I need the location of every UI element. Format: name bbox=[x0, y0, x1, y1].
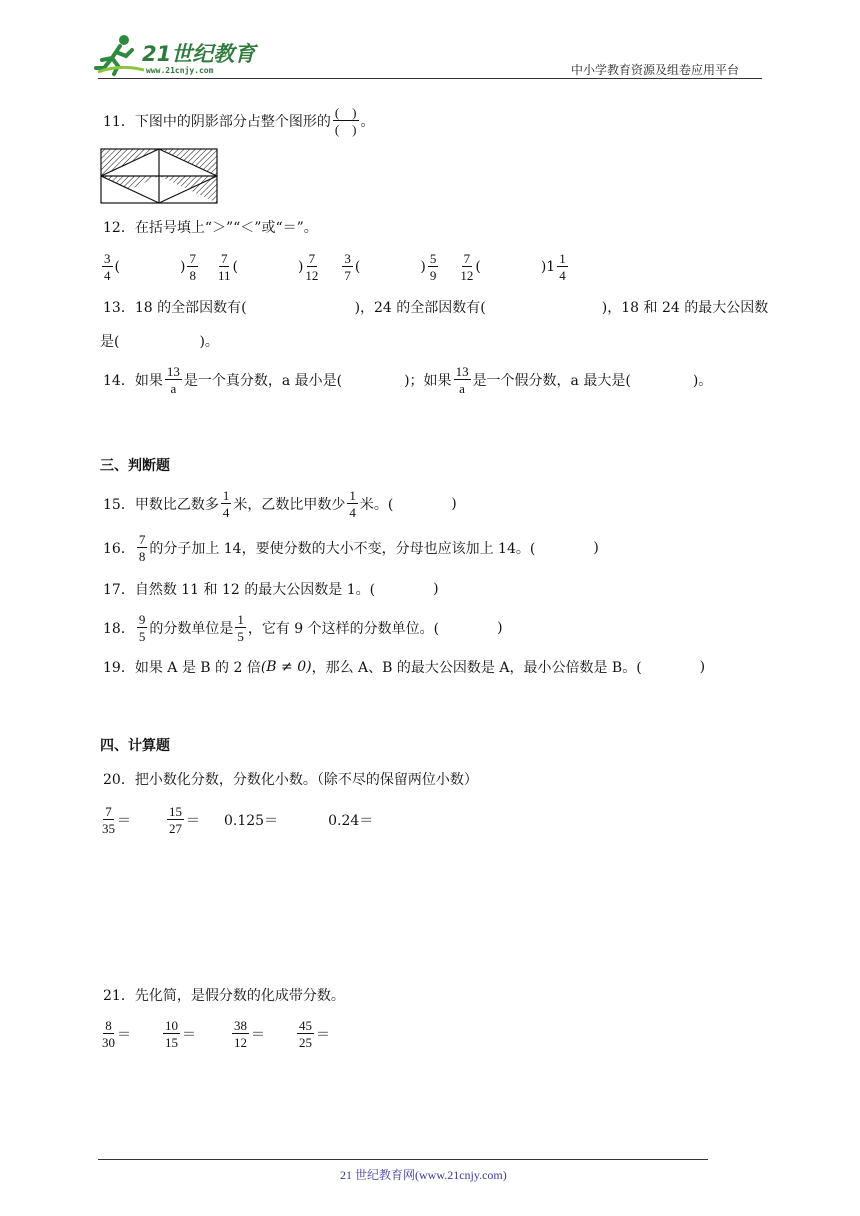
answer-fraction-blank: $\frac{( )}{( )}$ bbox=[334, 105, 357, 137]
question-number: 12． bbox=[103, 220, 135, 236]
header-logo bbox=[94, 34, 264, 80]
question-16: 16． $\frac{7}{8}$ 的分子加上 14，要使分数的大小不变，分母也应该加上 14。( ) bbox=[103, 532, 599, 564]
question-14: 14． 如果 $\frac{13}{a}$ 是一个真分数，a 最小是( )；如果 $\frac{13}{a}$ 是一个假分数，a 最大是( )。 bbox=[103, 364, 713, 396]
question-19: 19． 如果 A 是 B 的 2 倍 (B ≠ 0) ，那么 A、B 的最大公因数是 A，最小公倍数是 B。( ) bbox=[103, 659, 706, 676]
footer-divider bbox=[98, 1159, 708, 1160]
question-15: 15． 甲数比乙数多 $\frac{1}{4}$ 米，乙数比甲数少 $\frac{1}{4}$ 米。( ) bbox=[103, 488, 457, 520]
logo-url: www.21cnjy.com bbox=[146, 66, 214, 75]
question-20: 20． 把小数化分数，分数化小数。（除不尽的保留两位小数） bbox=[103, 772, 478, 788]
question-13: 13． 18 的全部因数有( )，24 的全部因数有( )，18 和 24 的最大公因数 bbox=[103, 300, 769, 316]
question-21: 21． 先化简，是假分数的化成带分数。 bbox=[103, 988, 345, 1004]
question-13-cont: 是( )。 bbox=[100, 334, 219, 350]
question-number: 11． bbox=[103, 114, 135, 130]
question-text: 在括号填上“＞”“＜”或“＝”。 bbox=[134, 220, 318, 236]
question-text: 下图中的阴影部分占整个图形的 bbox=[134, 114, 331, 130]
question-18: 18． $\frac{9}{5}$ 的分数单位是 $\frac{1}{5}$ ，它有 9 个这样的分数单位。( ) bbox=[103, 612, 503, 644]
footer-text: 21 世纪教育网(www.21cnjy.com) bbox=[340, 1168, 507, 1182]
section-title: 四、计算题 bbox=[100, 738, 170, 754]
logo-text: 21世纪教育 bbox=[142, 42, 256, 66]
section-title: 三、判断题 bbox=[100, 458, 170, 474]
question-21-items: $\frac{8}{30}$ ＝ $\frac{10}{15}$ ＝ $\frac{38}{12}$ ＝ $\frac{45}{25}$ ＝ bbox=[102, 1018, 330, 1050]
question-17: 17． 自然数 11 和 12 的最大公因数是 1。( ) bbox=[103, 581, 439, 598]
header-right-text: 中小学教育资源及组卷应用平台 bbox=[571, 63, 740, 77]
shaded-rectangle-figure bbox=[100, 148, 220, 206]
question-12-items: $\frac{3}{4}$ ( ) $\frac{7}{8}$ $\frac{7}{11}$ ( ) $\frac{7}{12}$ $\frac{3}{7}$ ( ) $\frac{5}{9}$ $\frac{7}{12}$ ( ) 1 $\frac{1}{4}$ bbox=[104, 251, 566, 283]
header-divider bbox=[98, 78, 762, 79]
question-20-items: $\frac{7}{35}$ ＝ $\frac{15}{27}$ ＝ 0.125＝ 0.24＝ bbox=[102, 804, 374, 836]
runner-logo-icon bbox=[94, 34, 146, 76]
question-12 bbox=[103, 212, 318, 242]
question-11: 11． 下图中的阴影部分占整个图形的 $\frac{( )}{( )}$ 。 bbox=[103, 105, 375, 137]
